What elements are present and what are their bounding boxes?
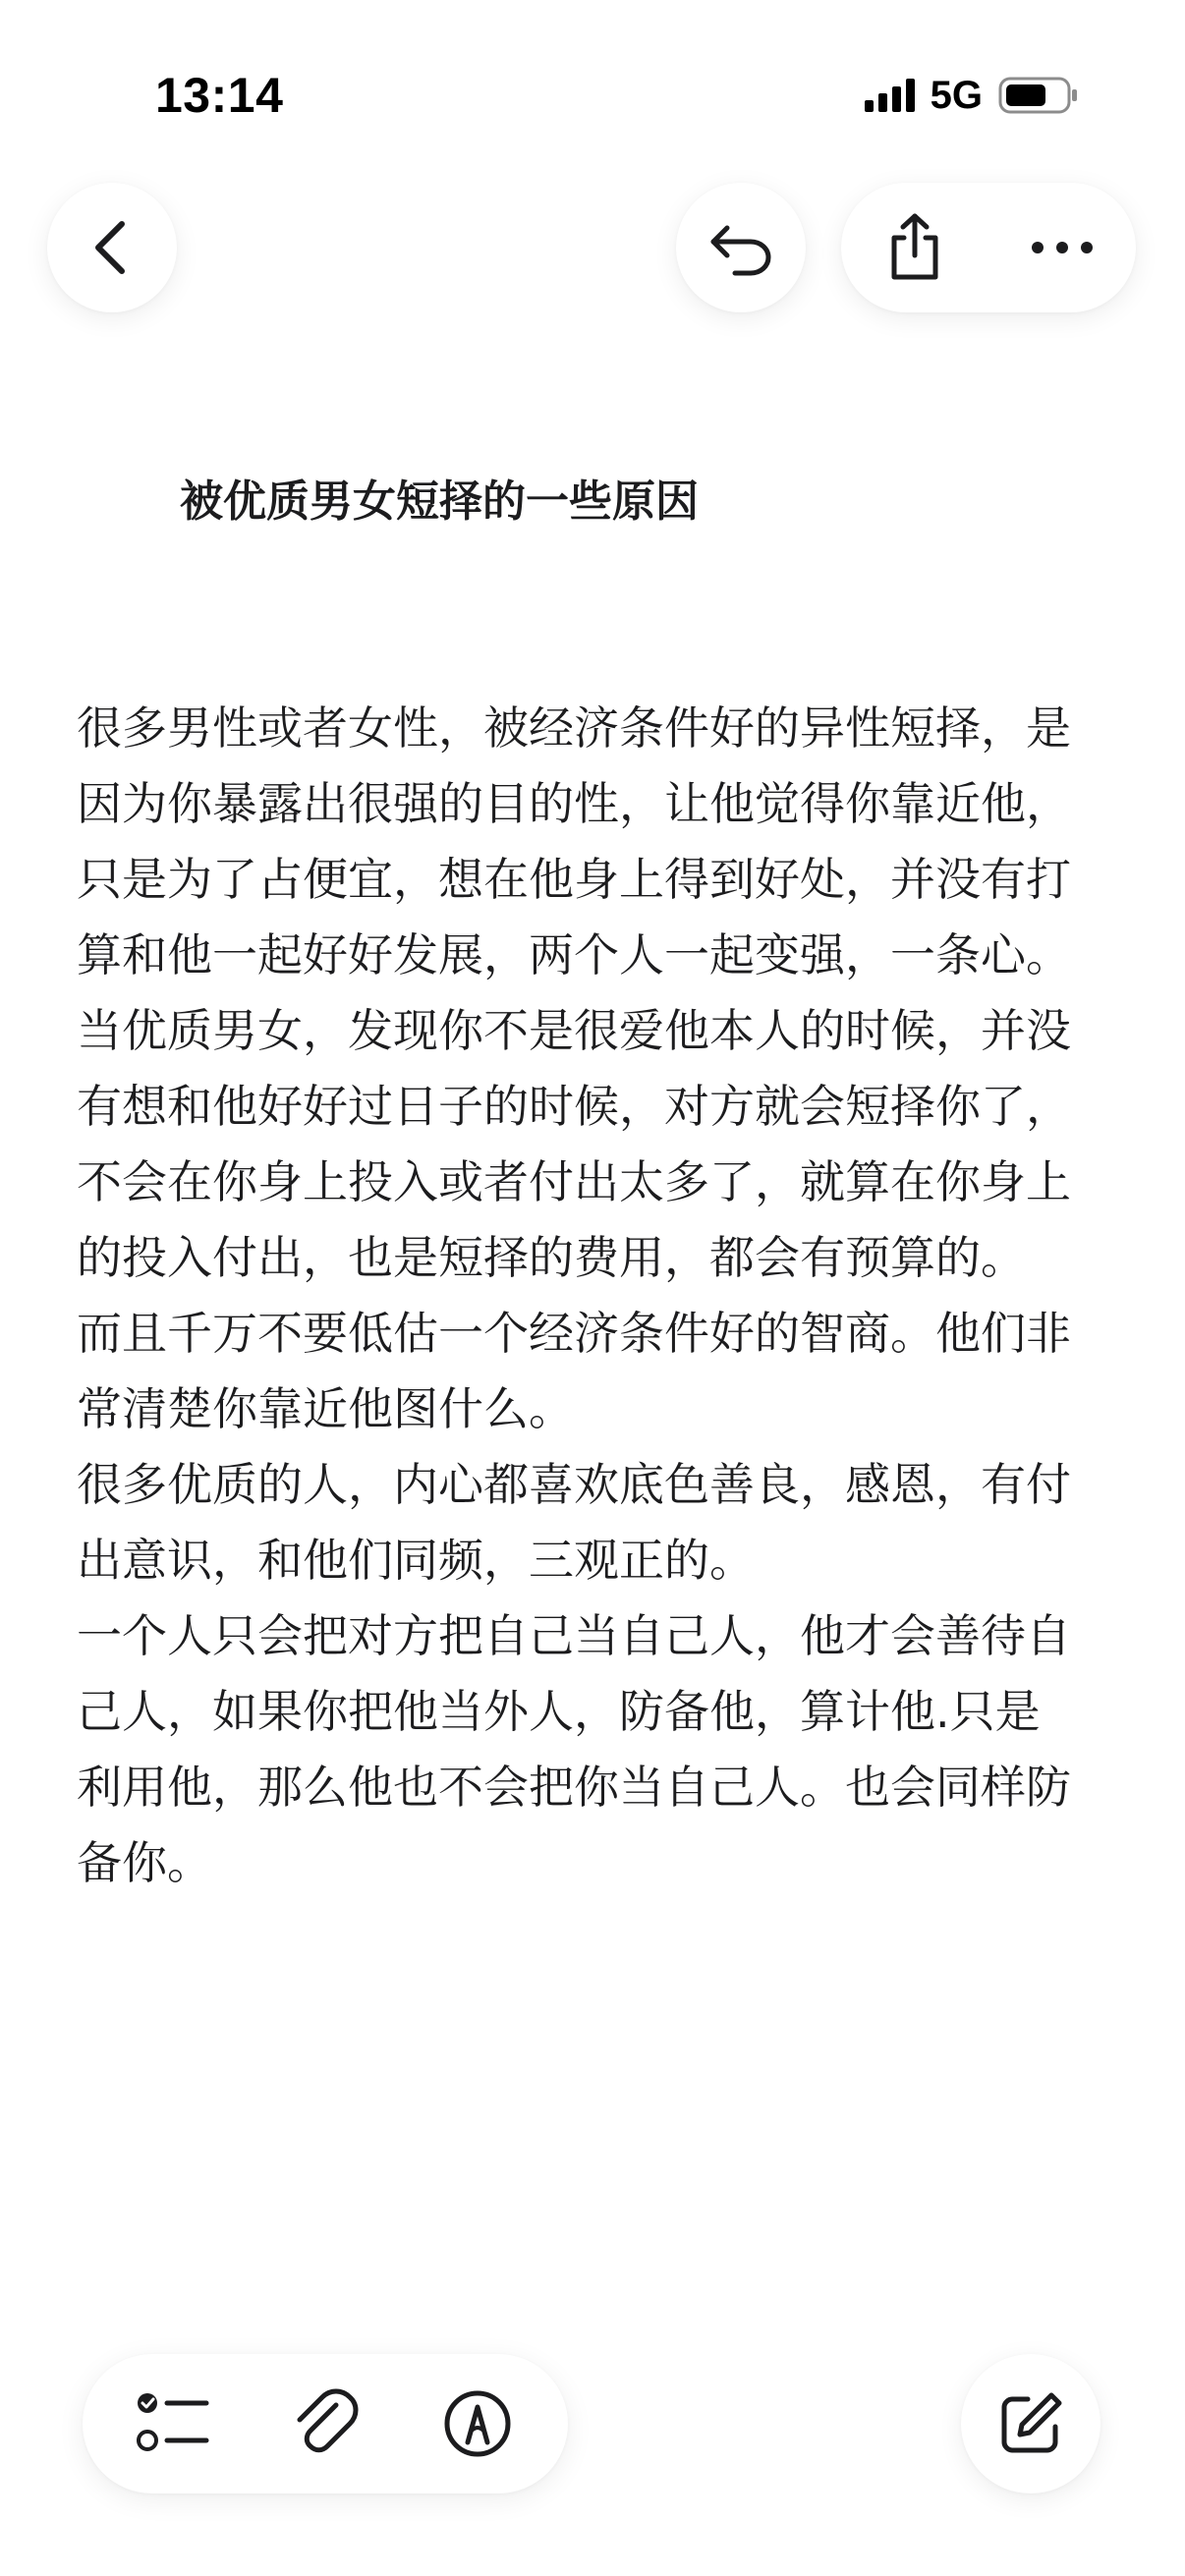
chevron-left-icon <box>85 216 140 279</box>
ellipsis-icon <box>1030 240 1095 255</box>
bottom-toolbar <box>83 2354 568 2493</box>
share-more-group <box>841 183 1136 312</box>
undo-icon <box>707 218 774 277</box>
status-bar <box>0 0 1185 147</box>
note-title[interactable]: 被优质男女短择的一些原因 <box>180 476 699 527</box>
note-body[interactable] <box>77 691 1079 1901</box>
checklist-button[interactable] <box>109 2360 237 2488</box>
share-icon <box>884 212 945 283</box>
compose-button[interactable] <box>961 2354 1100 2493</box>
markup-pen-icon <box>443 2389 512 2458</box>
note-paragraph: 一个人只会把对方把自己当自己人，他才会善待自己人，如果你把他当外人，防备他，算计他.只是利用他，那么他也不会把你当自己人。也会同样防备你。 <box>77 1609 1071 1889</box>
signal-bars-icon <box>865 79 915 112</box>
note-paragraph: 很多优质的人，内心都喜欢底色善良，感恩，有付出意识，和他们同频，三观正的。 <box>77 1458 1071 1587</box>
checklist-icon <box>136 2389 210 2458</box>
network-label: 5G <box>930 73 983 117</box>
more-button[interactable] <box>1003 189 1121 307</box>
note-paragraph: 很多男性或者女性，被经济条件好的异性短择，是因为你暴露出很强的目的性，让他觉得你靠近他，只是为了占便宜，想在他身上得到好处，并没有打算和他一起好好发展，两个人一起变强，一条心。当优质男女，发现你不是很爱他本人的时候，并没有想和他好好过日子的时候，对方就会短择你了，不会在你身上投入或者付出太多了，就算在你身上的投入付出，也是短择的费用，都会有预算的。 <box>77 701 1071 1284</box>
share-button[interactable] <box>856 189 974 307</box>
battery-icon <box>998 76 1079 115</box>
compose-icon <box>996 2389 1065 2458</box>
attachment-button[interactable] <box>261 2360 389 2488</box>
paperclip-icon <box>291 2387 360 2460</box>
status-indicators <box>865 71 1079 120</box>
note-paragraph: 而且千万不要低估一个经济条件好的智商。他们非常清楚你靠近他图什么。 <box>77 1307 1071 1435</box>
status-time: 13:14 <box>155 68 284 123</box>
markup-button[interactable] <box>414 2360 541 2488</box>
undo-button[interactable] <box>676 183 806 312</box>
back-button[interactable] <box>47 183 177 312</box>
